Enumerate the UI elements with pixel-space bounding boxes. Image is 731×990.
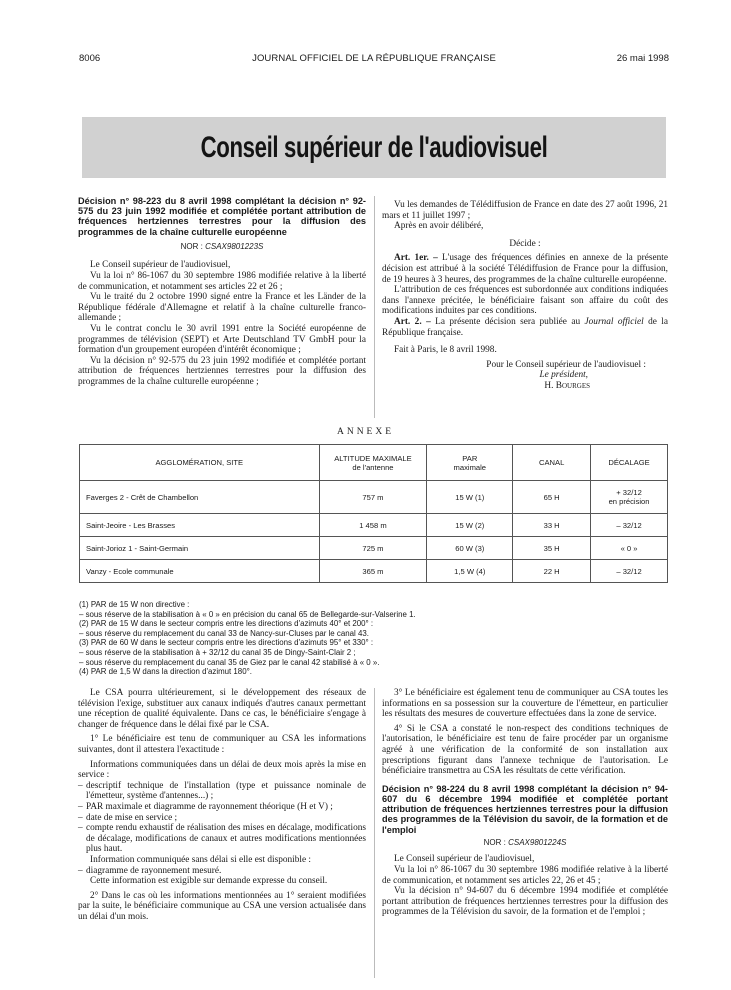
paragraph: 3° Le bénéficiaire est également tenu de communiquer au CSA toutes les informations en sa possession sur la couverture de l'émetteur, en particulier les résultats des mesures de couverture effectuées dans la zone de service. xyxy=(382,688,668,720)
decision-1-title: Décision n° 98-223 du 8 avril 1998 complétant la décision n° 92-575 du 23 juin 1992 modifiée et complétée portant attribution de fréquences hertziennes terrestres pour la diffusion des programmes de la chaîne culturelle européenne xyxy=(78,196,366,237)
annexe-table xyxy=(79,444,668,583)
paragraph: Vu le traité du 2 octobre 1990 signé entre la France et les Länder de la République fédérale d'Allemagne et relatif à la chaîne culturelle franco-allemande ; xyxy=(78,292,366,324)
paragraph: 1° Le bénéficiaire est tenu de communiquer au CSA les informations suivantes, dont il attestera l'exactitude : xyxy=(78,734,366,755)
cell-canal: 35 H xyxy=(513,537,591,560)
column-header-decalage: DÉCALAGE xyxy=(591,445,668,481)
paragraph: Vu la décision n° 92-575 du 23 juin 1992 modifiée et complétée portant attribution de fréquences hertziennes terrestres pour la diffusion des programmes de la chaîne culturelle européenne ; xyxy=(78,355,366,387)
cell-decalage: « 0 » xyxy=(591,537,668,560)
note-line: (3) PAR de 60 W dans le secteur compris entre les directions d'azimuts 95° et 330° : xyxy=(79,638,374,648)
cell-canal: 22 H xyxy=(513,560,591,583)
section-banner xyxy=(82,117,666,178)
note-line: – sous réserve de la stabilisation à « 0 » en précision du canal 65 de Bellegarde-sur-Valserine 1. xyxy=(79,609,416,619)
paragraph: Vu le contrat conclu le 30 avril 1991 entre la Société européenne de programmes de télévision (SEPT) et Arte Deutschland TV GmbH pour la formation d'un groupement européen d'intérêt économique ; xyxy=(78,323,366,356)
cell-canal: 65 H xyxy=(513,481,591,514)
decision-2-nor: NOR : CSAX9801224S xyxy=(483,837,567,847)
column-header-altitude: ALTITUDE MAXIMALE de l'antenne xyxy=(319,445,427,481)
note-line: – sous réserve du remplacement du canal 35 de Giez par le canal 42 stabilisé à « 0 ». xyxy=(79,657,380,667)
article-2: Art. 2. – La présente décision sera publiée au Journal officiel de la République française. xyxy=(382,316,668,338)
cell-canal: 33 H xyxy=(513,514,591,537)
signature-place-date: Fait à Paris, le 8 avril 1998. xyxy=(394,345,497,356)
conditions-left-column xyxy=(78,688,366,922)
paragraph: Vu la loi n° 86-1067 du 30 septembre 1986 modifiée relative à la liberté de communication, et notamment ses articles 22, 26 et 45 ; xyxy=(382,864,668,886)
paragraph: 2° Dans le cas où les informations mentionnées au 1° seraient modifiées par la suite, le bénéficiaire communique au CSA une version actualisée dans un délai d'un mois. xyxy=(78,890,366,922)
paragraph: Après en avoir délibéré, xyxy=(394,221,484,232)
cell-site: Faverges 2 - Crêt de Chambellon xyxy=(80,481,320,514)
table-row xyxy=(80,481,668,514)
signature-name: H. Bourges xyxy=(544,380,590,391)
paragraph: Informations communiquées dans un délai de deux mois après la mise en service : xyxy=(78,759,366,781)
section-title: Conseil supérieur de l'audiovisuel xyxy=(200,131,548,164)
list-item: – PAR maximale et diagramme de rayonnement théorique (H et V) ; xyxy=(78,802,366,813)
list-item: – date de mise en service ; xyxy=(78,813,366,824)
cell-par: 15 W (2) xyxy=(427,514,513,537)
column-divider-top xyxy=(374,196,375,418)
column-header-canal: CANAL xyxy=(513,445,591,481)
paragraph: Le CSA pourra ultérieurement, si le développement des réseaux de télévision l'exige, substituer aux canaux indiqués d'autres canaux permettant une réception de qualité équivalente. Dans ce cas, le bénéficiaire s'engage à changer de fréquence dans le délai fixé par le CSA. xyxy=(78,688,366,730)
paragraph: 4° Si le CSA a constaté le non-respect des conditions techniques de l'autorisation, le bénéficiaire est tenu de faire procéder par un organisme agréé à une vérification de la conformité de son installation aux prescriptions figurant dans l'annexe technique de l'autorisation. Le bénéficiaire transmettra au CSA les résultats de cette vérification. xyxy=(382,723,668,777)
cell-site: Vanzy - Ecole communale xyxy=(80,560,320,583)
signature-on-behalf: Pour le Conseil supérieur de l'audiovisuel : xyxy=(486,359,646,370)
cell-altitude: 757 m xyxy=(319,481,427,514)
paragraph: Vu les demandes de Télédiffusion de France en date des 27 août 1996, 21 mars et 11 juillet 1997 ; xyxy=(382,200,668,221)
note-line: (4) PAR de 1,5 W dans la direction d'azimut 180°. xyxy=(79,667,252,677)
list-item: – diagramme de rayonnement mesuré. xyxy=(78,866,366,877)
paragraph: Vu la décision n° 94-607 du 6 décembre 1994 modifiée et complétée portant attribution de fréquences hertziennes terrestres pour la diffusion des programmes de la Télévision du savoir, de la formation et de l'emploi ; xyxy=(382,886,668,918)
note-line: – sous réserve de la stabilisation à + 32/12 du canal 35 de Dingy-Saint-Clair 2 ; xyxy=(79,647,356,657)
cell-decalage: + 32/12 en précision xyxy=(591,481,668,514)
article-1: Art. 1er. – L'usage des fréquences définies en annexe de la présente décision est attribué à la société Télédiffusion de France pour la diffusion, de 19 heures à 3 heures, des programmes de la chaîne culturelle européenne. xyxy=(382,253,668,285)
paragraph: Cette information est exigible sur demande expresse du conseil. xyxy=(90,876,328,887)
paragraph: Vu la loi n° 86-1067 du 30 septembre 1986 modifiée relative à la liberté de communication, et notamment ses articles 22 et 26 ; xyxy=(78,271,366,292)
cell-decalage: – 32/12 xyxy=(591,560,668,583)
info-list-2 xyxy=(78,866,366,877)
paragraph: Le Conseil supérieur de l'audiovisuel, xyxy=(394,854,535,865)
decision-1-right-column xyxy=(382,200,668,392)
journal-title: JOURNAL OFFICIEL DE LA RÉPUBLIQUE FRANÇAISE xyxy=(252,53,496,64)
column-header-par: PAR maximale xyxy=(427,445,513,481)
cell-par: 1,5 W (4) xyxy=(427,560,513,583)
decision-1-nor: NOR : CSAX9801223S xyxy=(180,241,264,251)
column-header-site: AGGLOMÉRATION, SITE xyxy=(80,445,320,481)
cell-altitude: 365 m xyxy=(319,560,427,583)
cell-altitude: 725 m xyxy=(319,537,427,560)
cell-altitude: 1 458 m xyxy=(319,514,427,537)
table-header-row xyxy=(80,445,668,481)
info-list-1 xyxy=(78,781,366,855)
note-line: (1) PAR de 15 W non directive : xyxy=(79,600,190,609)
page-number: 8006 xyxy=(79,53,101,64)
cell-site: Saint-Jeoire - Les Brasses xyxy=(80,514,320,537)
note-line: – sous réserve du remplacement du canal 33 de Nancy-sur-Cluses par le canal 43. xyxy=(79,628,369,638)
signature-role: Le président, xyxy=(539,370,588,381)
annexe-notes xyxy=(79,600,669,677)
list-item: – descriptif technique de l'installation (type et puissance nominale de l'émetteur, système d'antennes...) ; xyxy=(78,781,366,802)
annexe-title: ANNEXE xyxy=(336,427,395,437)
cell-site: Saint-Jorioz 1 - Saint-Germain xyxy=(80,537,320,560)
article-1-paragraph-2: L'attribution de ces fréquences est subordonnée aux conditions indiquées dans l'annexe précitée, le bénéficiaire faisant son affaire du coût des modifications induites par ces conditions. xyxy=(382,285,668,317)
publication-date: 26 mai 1998 xyxy=(616,53,669,64)
paragraph: Le Conseil supérieur de l'audiovisuel, xyxy=(90,260,231,271)
page-header xyxy=(79,53,669,67)
table-row xyxy=(80,514,668,537)
paragraph: Information communiquée sans délai si elle est disponible : xyxy=(90,854,312,865)
list-item: – compte rendu exhaustif de réalisation des mises en décalage, modifications de décalage, modifications de canaux et autres modifications mentionnées plus haut. xyxy=(78,823,366,855)
cell-decalage: – 32/12 xyxy=(591,514,668,537)
decision-2-title: Décision n° 98-224 du 8 avril 1998 complétant la décision n° 94-607 du 6 décembre 1994 modifiée et complétée portant attribution de fréquences hertziennes terrestres pour la diffusion des programmes de la Télévision du savoir, de la formation et de l'emploi xyxy=(382,783,668,835)
cell-par: 15 W (1) xyxy=(427,481,513,514)
table-row xyxy=(80,560,668,583)
cell-par: 60 W (3) xyxy=(427,537,513,560)
table-row xyxy=(80,537,668,560)
decision-1-left-column xyxy=(78,196,366,388)
column-divider-bottom xyxy=(374,688,375,978)
conditions-right-column xyxy=(382,688,668,918)
decide-heading: Décide : xyxy=(509,238,541,249)
note-line: (2) PAR de 15 W dans le secteur compris entre les directions d'azimuts 40° et 200° : xyxy=(79,619,374,629)
